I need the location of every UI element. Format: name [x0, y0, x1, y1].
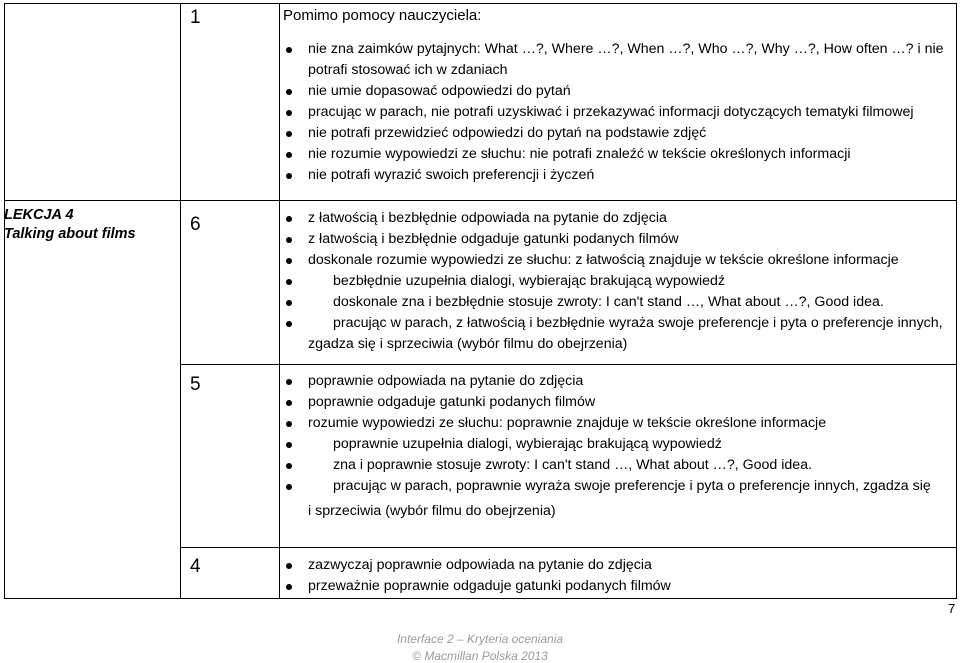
criteria-list-grade-1 [283, 39, 953, 186]
row-divider-1 [4, 200, 957, 201]
list-item: z łatwością i bezbłędnie odgaduje gatunki podanych filmów [283, 229, 953, 250]
page-number: 7 [948, 601, 956, 616]
list-item: doskonale zna i bezbłędnie stosuje zwroty: I can't stand …, What about …?, Good idea. [283, 292, 953, 313]
list-item: z łatwością i bezbłędnie odpowiada na pytanie do zdjęcia [283, 208, 953, 229]
list-item: nie umie dopasować odpowiedzi do pytań [283, 81, 953, 102]
lesson-title: LEKCJA 4 [4, 207, 74, 223]
lesson-subtitle: Talking about films [4, 226, 136, 242]
list-item: zna i poprawnie stosuje zwroty: I can't stand …, What about …?, Good idea. [283, 455, 953, 476]
list-item: nie zna zaimków pytajnych: What …?, Where …?, When …?, Who …?, Why …?, How often …? i nie potrafi stosować ich w zdaniach [283, 39, 953, 81]
list-item: nie potrafi przewidzieć odpowiedzi do pytań na podstawie zdjęć [283, 123, 953, 144]
list-item: nie rozumie wypowiedzi ze słuchu: nie potrafi znaleźć w tekście określonych informacji [283, 144, 953, 165]
list-item: rozumie wypowiedzi ze słuchu: poprawnie znajduje w tekście określone informacje [283, 413, 953, 434]
criteria-intro: Pomimo pomocy nauczyciela: [283, 7, 482, 24]
lesson-cell [4, 206, 174, 244]
criteria-list-grade-4 [283, 555, 953, 597]
list-item: doskonale rozumie wypowiedzi ze słuchu: z łatwością znajduje w tekście określone informacje [283, 250, 953, 271]
list-item: poprawnie odgaduje gatunki podanych filmów [283, 392, 953, 413]
criteria-grade-5 [283, 371, 953, 522]
list-item: poprawnie odpowiada na pytanie do zdjęcia [283, 371, 953, 392]
list-item: pracując w parach, z łatwością i bezbłędnie wyraża swoje preferencje i pyta o preferencje innych, zgadza się i sprzeciwia (wybór filmu do obejrzenia) [283, 313, 953, 355]
grade-6: 6 [190, 214, 201, 235]
row-divider-2 [180, 364, 957, 365]
criteria-list-grade-6 [283, 208, 953, 355]
list-item: zazwyczaj poprawnie odpowiada na pytanie do zdjęcia [283, 555, 953, 576]
column-divider-1 [180, 3, 181, 599]
criteria-grade-6 [283, 208, 953, 355]
criteria-grade-1 [283, 5, 953, 186]
list-item: poprawnie uzupełnia dialogi, wybierając brakującą wypowiedź [283, 434, 953, 455]
list-item: przeważnie poprawnie odgaduje gatunki podanych filmów [283, 576, 953, 597]
list-item: bezbłędnie uzupełnia dialogi, wybierając brakującą wypowiedź [283, 271, 953, 292]
grade-4: 4 [190, 556, 201, 577]
footer-title: Interface 2 – Kryteria oceniania [396, 632, 564, 646]
grade-1: 1 [190, 7, 201, 28]
column-divider-2 [279, 3, 280, 599]
footer-copyright: © Macmillan Polska 2013 [412, 649, 548, 663]
grade-5: 5 [190, 374, 201, 395]
list-item: nie potrafi wyrazić swoich preferencji i życzeń [283, 165, 953, 186]
list-item: pracując w parach, nie potrafi uzyskiwać i przekazywać informacji dotyczących tematyki filmowej [283, 102, 953, 123]
criteria-list-grade-5 [283, 371, 953, 497]
criteria-continuation: i sprzeciwia (wybór filmu do obejrzenia) [308, 503, 556, 519]
list-item: pracując w parach, poprawnie wyraża swoje preferencje i pyta o preferencje innych, zgadza się [283, 476, 953, 497]
criteria-grade-4 [283, 555, 953, 597]
row-divider-3 [180, 547, 957, 548]
